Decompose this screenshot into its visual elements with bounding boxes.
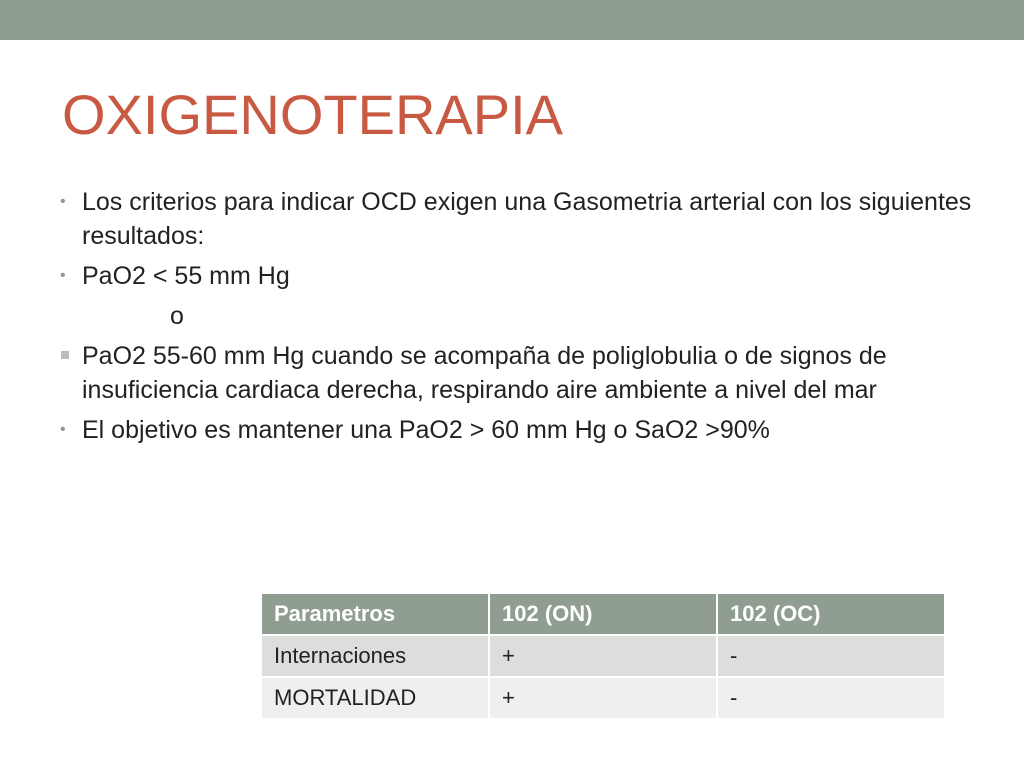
table-cell: Internaciones [262, 636, 490, 678]
bullet-item [60, 413, 980, 447]
table-row [262, 636, 946, 678]
table-header-cell: 102 (OC) [718, 594, 946, 636]
table-header-row [262, 594, 946, 636]
square-bullet-icon [61, 351, 69, 359]
table-header-cell: Parametros [262, 594, 490, 636]
slide-title: OXIGENOTERAPIA [62, 83, 563, 146]
table-cell: - [718, 678, 946, 720]
bullet-item-plain [60, 299, 980, 333]
bullet-list [60, 185, 980, 453]
bullet-item [60, 339, 980, 407]
bullet-text: El objetivo es mantener una PaO2 > 60 mm Hg o SaO2 >90% [82, 416, 770, 444]
table-cell: + [490, 678, 718, 720]
bullet-text: PaO2 55-60 mm Hg cuando se acompaña de poliglobulia o de signos de insuficiencia cardiaca derecha, respirando aire ambiente a nivel del mar [82, 342, 887, 404]
bullet-dot-icon: • [60, 421, 66, 438]
table-cell: - [718, 636, 946, 678]
bullet-text: Los criterios para indicar OCD exigen una Gasometria arterial con los siguientes resultados: [82, 188, 972, 250]
bullet-text: o [170, 302, 184, 330]
top-accent-bar [0, 0, 1024, 40]
table-cell: + [490, 636, 718, 678]
table-header-cell: 102 (ON) [490, 594, 718, 636]
bullet-item [60, 259, 980, 293]
bullet-dot-icon: • [60, 193, 66, 210]
bullet-text: PaO2 < 55 mm Hg [82, 262, 290, 290]
bullet-dot-icon: • [60, 267, 66, 284]
bullet-item [60, 185, 980, 253]
table-cell: MORTALIDAD [262, 678, 490, 720]
table-row [262, 678, 946, 720]
parameters-table [262, 594, 946, 720]
